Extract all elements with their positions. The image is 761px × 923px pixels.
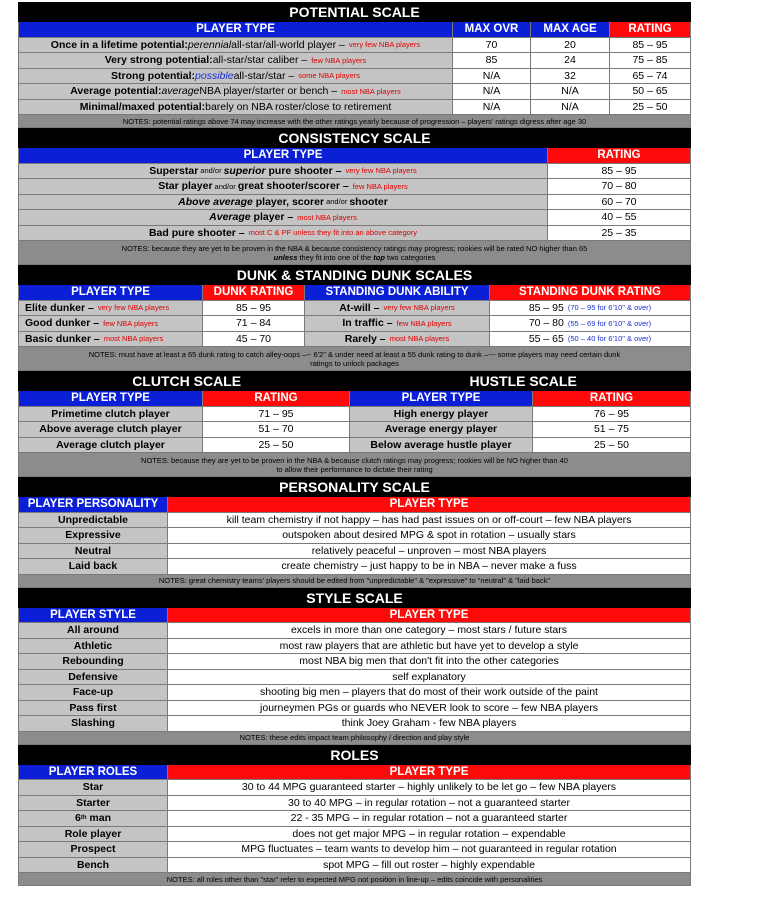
roles-title: ROLES	[18, 745, 691, 765]
consistency-rating-cell: 85 – 95	[548, 164, 691, 179]
table-row	[18, 438, 691, 454]
dunk-header-standing-ability: STANDING DUNK ABILITY	[305, 285, 490, 300]
roles-header-type: PLAYER TYPE	[168, 765, 691, 780]
potential-max-ovr-cell: N/A	[453, 84, 531, 99]
hustle-type-cell: High energy player	[350, 407, 533, 422]
potential-header-max-age: MAX AGE	[531, 22, 610, 37]
potential-max-age-cell: N/A	[531, 84, 610, 99]
hustle-type-cell: Average energy player	[350, 422, 533, 437]
table-row	[18, 226, 691, 242]
consistency-type-cell: Star player and/or great shooter/scorer – few NBA players	[18, 179, 548, 194]
hustle-rating-cell: 51 – 75	[533, 422, 691, 437]
table-row	[18, 528, 691, 544]
potential-type-cell: Very strong potential: all-star/star caliber – few NBA players	[18, 53, 453, 68]
table-row	[18, 316, 691, 332]
standing-ability-cell: At-will – very few NBA players	[305, 301, 490, 316]
table-row	[18, 544, 691, 560]
style-scale-title: STYLE SCALE	[18, 588, 691, 608]
table-row	[18, 654, 691, 670]
hustle-header-rating: RATING	[533, 391, 691, 406]
clutch-scale-title: CLUTCH SCALE	[132, 373, 242, 389]
potential-rating-cell: 25 – 50	[610, 100, 691, 115]
style-key-cell: Pass first	[18, 701, 168, 716]
potential-max-age-cell: N/A	[531, 100, 610, 115]
roles-notes: NOTES: all roles other than "star" refer to expected MPG not position in line-up – edits coincide with personalities	[18, 873, 691, 886]
style-key-cell: Defensive	[18, 670, 168, 685]
hustle-type-cell: Below average hustle player	[350, 438, 533, 453]
style-key-cell: All around	[18, 623, 168, 638]
potential-type-cell: Minimal/maxed potential: barely on NBA roster/close to retirement	[18, 100, 453, 115]
potential-max-ovr-cell: N/A	[453, 100, 531, 115]
dunk-type-cell: Good dunker – few NBA players	[18, 316, 203, 331]
table-row	[18, 210, 691, 226]
dunk-rating-cell: 45 – 70	[203, 332, 305, 347]
dunk-notes: NOTES: must have at least a 65 dunk rating to catch alley-oops –-- 6'2" & under need at least a 55 dunk rating to dunk –--- some players may need certain dunk ratings to unlock packages	[18, 347, 691, 371]
potential-max-ovr-cell: 85	[453, 53, 531, 68]
table-row	[18, 780, 691, 796]
table-row	[18, 827, 691, 843]
table-row	[18, 332, 691, 348]
style-header-type: PLAYER TYPE	[168, 608, 691, 623]
potential-rating-cell: 75 – 85	[610, 53, 691, 68]
table-row	[18, 301, 691, 317]
style-key-cell: Face-up	[18, 685, 168, 700]
table-row	[18, 716, 691, 732]
personality-desc-cell: relatively peaceful – unproven – most NBA players	[168, 544, 691, 559]
dunk-scale-title: DUNK & STANDING DUNK SCALES	[18, 265, 691, 285]
dunk-rating-cell: 71 – 84	[203, 316, 305, 331]
potential-header-rating: RATING	[610, 22, 691, 37]
table-row	[18, 639, 691, 655]
table-row	[18, 670, 691, 686]
clutch-hustle-header-row	[18, 391, 691, 407]
rating-scales-sheet	[18, 2, 691, 886]
potential-max-ovr-cell: 70	[453, 38, 531, 53]
potential-rows	[18, 38, 691, 116]
dunk-header-dunk-rating: DUNK RATING	[203, 285, 305, 300]
consistency-type-cell: Bad pure shooter – most C & PF unless they fit into an above category	[18, 226, 548, 241]
hustle-rating-cell: 25 – 50	[533, 438, 691, 453]
clutch-header-player-type: PLAYER TYPE	[18, 391, 203, 406]
style-header-key: PLAYER STYLE	[18, 608, 168, 623]
hustle-rating-cell: 76 – 95	[533, 407, 691, 422]
consistency-type-cell: Average player – most NBA players	[18, 210, 548, 225]
potential-type-cell: Average potential: average NBA player/starter or bench – most NBA players	[18, 84, 453, 99]
table-row	[18, 84, 691, 100]
table-row	[18, 53, 691, 69]
style-desc-cell: shooting big men – players that do most of their work outside of the paint	[168, 685, 691, 700]
role-key-cell: Starter	[18, 796, 168, 811]
consistency-scale-title: CONSISTENCY SCALE	[18, 128, 691, 148]
style-key-cell: Slashing	[18, 716, 168, 731]
style-key-cell: Athletic	[18, 639, 168, 654]
clutch-rating-cell: 51 – 70	[203, 422, 350, 437]
potential-max-age-cell: 32	[531, 69, 610, 84]
potential-rating-cell: 65 – 74	[610, 69, 691, 84]
style-desc-cell: most NBA big men that don't fit into the other categories	[168, 654, 691, 669]
clutch-type-cell: Primetime clutch player	[18, 407, 203, 422]
clutch-type-cell: Average clutch player	[18, 438, 203, 453]
potential-max-age-cell: 24	[531, 53, 610, 68]
dunk-header-row	[18, 285, 691, 301]
personality-header-key: PLAYER PERSONALITY	[18, 497, 168, 512]
standing-rating-cell: 70 – 80 (55 – 69 for 6'10" & over)	[490, 316, 691, 331]
style-desc-cell: journeymen PGs or guards who NEVER look to score – few NBA players	[168, 701, 691, 716]
table-row	[18, 69, 691, 85]
clutch-hustle-notes: NOTES: because they are yet to be proven in the NBA & because clutch ratings may progress; rookies will be NO higher than 40 to allow their performance to dictate their rating	[18, 453, 691, 477]
potential-max-ovr-cell: N/A	[453, 69, 531, 84]
table-row	[18, 842, 691, 858]
table-row	[18, 701, 691, 717]
style-notes: NOTES: these edits impact team philosophy / direction and play style	[18, 732, 691, 745]
table-row	[18, 685, 691, 701]
consistency-rating-cell: 40 – 55	[548, 210, 691, 225]
roles-header-row	[18, 765, 691, 781]
personality-scale-title: PERSONALITY SCALE	[18, 477, 691, 497]
hustle-header-player-type: PLAYER TYPE	[350, 391, 533, 406]
consistency-header-rating: RATING	[548, 148, 691, 163]
personality-desc-cell: kill team chemistry if not happy – has had past issues on or off-court – few NBA players	[168, 513, 691, 528]
dunk-header-standing-rating: STANDING DUNK RATING	[490, 285, 691, 300]
standing-rating-cell: 55 – 65 (50 – 40 for 6'10" & over)	[490, 332, 691, 347]
style-key-cell: Rebounding	[18, 654, 168, 669]
clutch-type-cell: Above average clutch player	[18, 422, 203, 437]
potential-rating-cell: 85 – 95	[610, 38, 691, 53]
consistency-rating-cell: 60 – 70	[548, 195, 691, 210]
consistency-header-player-type: PLAYER TYPE	[18, 148, 548, 163]
clutch-rating-cell: 71 – 95	[203, 407, 350, 422]
consistency-header-row	[18, 148, 691, 164]
clutch-hustle-title-bar	[18, 371, 691, 391]
dunk-header-player-type: PLAYER TYPE	[18, 285, 203, 300]
table-row	[18, 513, 691, 529]
table-row	[18, 407, 691, 423]
role-desc-cell: does not get major MPG – in regular rotation – expendable	[168, 827, 691, 842]
style-desc-cell: self explanatory	[168, 670, 691, 685]
table-row	[18, 796, 691, 812]
table-row	[18, 38, 691, 54]
clutch-header-rating: RATING	[203, 391, 350, 406]
role-key-cell: Role player	[18, 827, 168, 842]
dunk-type-cell: Elite dunker – very few NBA players	[18, 301, 203, 316]
potential-type-cell: Strong potential: possible all-star/star – some NBA players	[18, 69, 453, 84]
potential-type-cell: Once in a lifetime potential: perennial all-star/all-world player – very few NBA players	[18, 38, 453, 53]
table-row	[18, 422, 691, 438]
table-row	[18, 559, 691, 575]
style-desc-cell: think Joey Graham - few NBA players	[168, 716, 691, 731]
clutch-rating-cell: 25 – 50	[203, 438, 350, 453]
role-desc-cell: 30 to 40 MPG – in regular rotation – not a guaranteed starter	[168, 796, 691, 811]
dunk-rating-cell: 85 – 95	[203, 301, 305, 316]
hustle-scale-title: HUSTLE SCALE	[469, 373, 577, 389]
table-row	[18, 179, 691, 195]
role-desc-cell: MPG fluctuates – team wants to develop him – not guaranteed in regular rotation	[168, 842, 691, 857]
table-row	[18, 811, 691, 827]
personality-header-row	[18, 497, 691, 513]
personality-desc-cell: outspoken about desired MPG & spot in rotation – usually stars	[168, 528, 691, 543]
personality-key-cell: Expressive	[18, 528, 168, 543]
personality-notes: NOTES: great chemistry teams' players should be edited from "unpredictable" & "expressive" to "neutral" & "laid back"	[18, 575, 691, 588]
role-desc-cell: spot MPG – fill out roster – highly expendable	[168, 858, 691, 873]
potential-notes: NOTES: potential ratings above 74 may increase with the other ratings yearly because of progression – players' ratings digress after age 30	[18, 115, 691, 128]
role-key-cell: 6 th man	[18, 811, 168, 826]
standing-ability-cell: In traffic – few NBA players	[305, 316, 490, 331]
potential-scale-title: POTENTIAL SCALE	[18, 2, 691, 22]
role-desc-cell: 22 - 35 MPG – in regular rotation – not a guaranteed starter	[168, 811, 691, 826]
standing-rating-cell: 85 – 95 (70 – 95 for 6'10" & over)	[490, 301, 691, 316]
dunk-type-cell: Basic dunker – most NBA players	[18, 332, 203, 347]
personality-key-cell: Laid back	[18, 559, 168, 574]
style-desc-cell: most raw players that are athletic but have yet to develop a style	[168, 639, 691, 654]
potential-rating-cell: 50 – 65	[610, 84, 691, 99]
consistency-type-cell: Above average player, scorer and/or shooter	[18, 195, 548, 210]
role-key-cell: Bench	[18, 858, 168, 873]
potential-max-age-cell: 20	[531, 38, 610, 53]
table-row	[18, 100, 691, 116]
standing-ability-cell: Rarely – most NBA players	[305, 332, 490, 347]
potential-header-player-type: PLAYER TYPE	[18, 22, 453, 37]
personality-header-type: PLAYER TYPE	[168, 497, 691, 512]
potential-header-row	[18, 22, 691, 38]
style-header-row	[18, 608, 691, 624]
role-desc-cell: 30 to 44 MPG guaranteed starter – highly unlikely to be let go – few NBA players	[168, 780, 691, 795]
consistency-notes: NOTES: because they are yet to be proven in the NBA & because consistency ratings may progress; rookies will be rated NO higher than 65 unless they fit into one of the top two categories	[18, 241, 691, 265]
role-key-cell: Star	[18, 780, 168, 795]
table-row	[18, 164, 691, 180]
potential-header-max-ovr: MAX OVR	[453, 22, 531, 37]
roles-header-key: PLAYER ROLES	[18, 765, 168, 780]
table-row	[18, 195, 691, 211]
personality-desc-cell: create chemistry – just happy to be in NBA – never make a fuss	[168, 559, 691, 574]
table-row	[18, 623, 691, 639]
consistency-rating-cell: 70 – 80	[548, 179, 691, 194]
style-desc-cell: excels in more than one category – most stars / future stars	[168, 623, 691, 638]
personality-key-cell: Neutral	[18, 544, 168, 559]
consistency-type-cell: Superstar and/or superior pure shooter – very few NBA players	[18, 164, 548, 179]
role-key-cell: Prospect	[18, 842, 168, 857]
table-row	[18, 858, 691, 874]
personality-key-cell: Unpredictable	[18, 513, 168, 528]
consistency-rating-cell: 25 – 35	[548, 226, 691, 241]
